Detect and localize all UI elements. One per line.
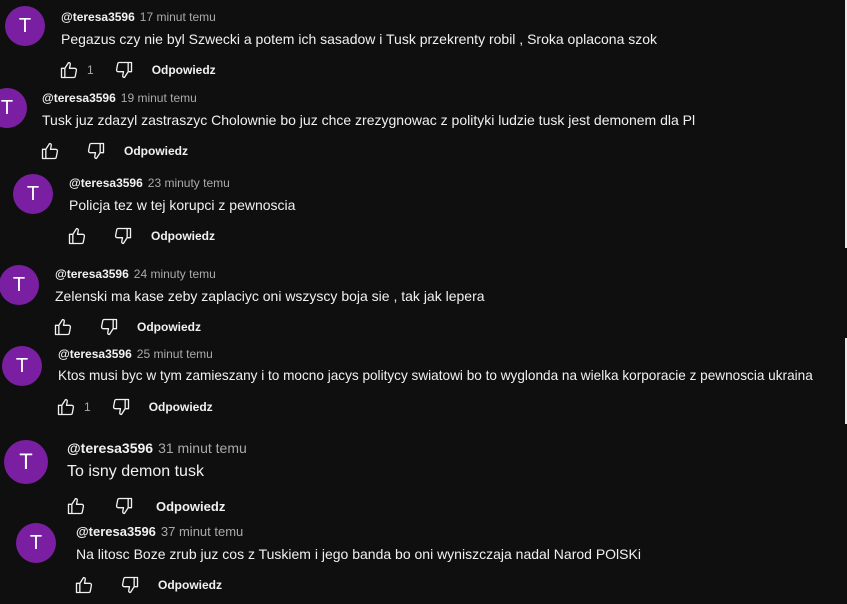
thumbs-down-icon[interactable] <box>99 317 119 337</box>
comment-meta <box>67 439 247 457</box>
comment-actions <box>66 494 225 518</box>
thumbs-up-icon[interactable] <box>59 60 79 80</box>
thumbs-up-icon[interactable] <box>67 226 87 246</box>
comment-meta <box>76 524 243 540</box>
reply-button[interactable]: Odpowiedz <box>148 400 213 414</box>
comment-text: Policja tez w tej korupci z pewnoscia <box>69 197 296 213</box>
reply-button[interactable]: Odpowiedz <box>151 229 215 243</box>
comment-meta <box>55 266 216 282</box>
thumbs-up-icon[interactable] <box>74 575 94 595</box>
comment-author[interactable]: @teresa3596 <box>42 91 116 105</box>
like-count: 1 <box>87 63 94 77</box>
thumbs-up-icon[interactable] <box>66 496 86 516</box>
comment-actions <box>59 58 216 82</box>
thumbs-down-icon[interactable] <box>114 60 134 80</box>
comment-actions <box>67 224 215 248</box>
comment-text: Pegazus czy nie byl Szwecki a potem ich sasadow i Tusk przekrenty robil , Sroka oplacona szok <box>61 31 658 47</box>
like-count: 1 <box>84 400 91 414</box>
comment-author[interactable]: @teresa3596 <box>55 267 129 281</box>
thumbs-up-icon[interactable] <box>56 397 76 417</box>
comment-meta <box>69 175 230 191</box>
thumbs-down-icon[interactable] <box>86 141 106 161</box>
comment-time[interactable]: 17 minut temu <box>139 10 216 24</box>
comment-text: Zelenski ma kase zeby zaplaciyc oni wszyscy boja sie , tak jak lepera <box>55 288 485 304</box>
comment-time[interactable]: 37 minut temu <box>160 524 244 539</box>
comment-time[interactable]: 19 minut temu <box>120 91 197 105</box>
comment-actions <box>74 573 222 597</box>
comment-text: Na litosc Boze zrub juz cos z Tuskiem i jego banda bo oni wyniszczaja nadal Narod POlSKi <box>76 546 641 562</box>
thumbs-up-icon[interactable] <box>53 317 73 337</box>
thumbs-down-icon[interactable] <box>111 397 131 417</box>
reply-button[interactable]: Odpowiedz <box>158 578 222 592</box>
comment-author[interactable]: @teresa3596 <box>61 10 135 24</box>
reply-button[interactable]: Odpowiedz <box>151 63 216 77</box>
avatar[interactable]: T <box>0 265 39 305</box>
avatar[interactable]: T <box>4 440 48 484</box>
comment-author[interactable]: @teresa3596 <box>76 524 156 539</box>
avatar[interactable]: T <box>13 174 53 214</box>
avatar[interactable]: T <box>2 346 42 386</box>
comment-actions <box>53 315 201 339</box>
comment-meta <box>42 90 197 106</box>
thumbs-down-icon[interactable] <box>120 575 140 595</box>
comment-time[interactable]: 31 minut temu <box>158 440 247 456</box>
comment-text: Tusk juz zdazyl zastraszyc Cholownie bo juz chce zrezygnowac z polityki ludzie tusk jest demonem dla Pl <box>42 112 696 128</box>
comment-actions <box>56 395 213 419</box>
avatar[interactable]: T <box>16 523 56 563</box>
comment-meta <box>58 346 213 362</box>
thumbs-down-icon[interactable] <box>113 226 133 246</box>
comment-time[interactable]: 25 minut temu <box>136 347 213 361</box>
avatar[interactable]: T <box>5 6 45 46</box>
thumbs-down-icon[interactable] <box>114 496 134 516</box>
comment-time[interactable]: 24 minuty temu <box>133 267 216 281</box>
thumbs-up-icon[interactable] <box>40 141 60 161</box>
comment-actions <box>40 139 188 163</box>
comment-author[interactable]: @teresa3596 <box>67 440 154 456</box>
comment-meta <box>61 9 216 25</box>
comment-time[interactable]: 23 minuty temu <box>147 176 230 190</box>
comment-text: Ktos musi byc w tym zamieszany i to mocno jacys politycy swiatowi bo to wyglonda na wielka korporacie z pewnoscia ukraina <box>58 368 813 383</box>
comment-text: To isny demon tusk <box>67 463 204 480</box>
avatar[interactable]: T <box>0 88 27 128</box>
comment-author[interactable]: @teresa3596 <box>69 176 143 190</box>
reply-button[interactable]: Odpowiedz <box>156 498 226 514</box>
comment-author[interactable]: @teresa3596 <box>58 347 132 361</box>
reply-button[interactable]: Odpowiedz <box>137 320 201 334</box>
reply-button[interactable]: Odpowiedz <box>124 144 188 158</box>
